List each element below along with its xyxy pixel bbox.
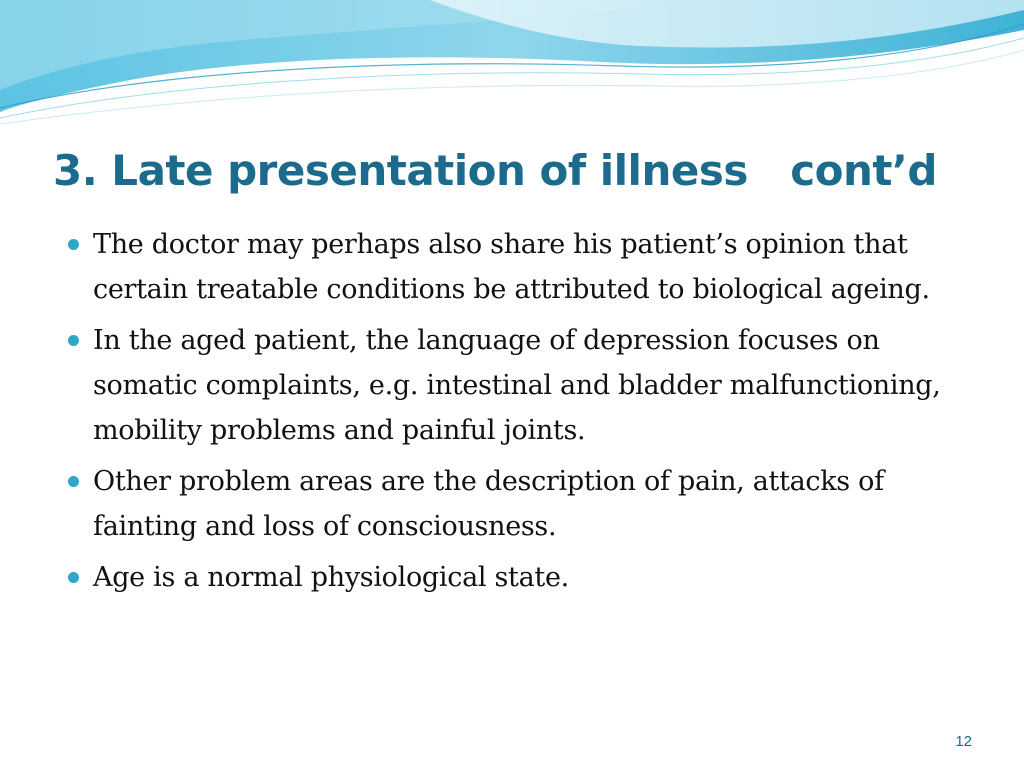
bullet-icon [68, 239, 79, 250]
bullet-text: Age is a normal physiological state. [93, 562, 569, 593]
list-item [66, 459, 971, 549]
list-item [66, 555, 971, 600]
bullet-text: The doctor may perhaps also share his patient’s opinion that certain treatable conditions be attributed to biological ageing. [93, 229, 930, 305]
bullet-list [66, 222, 971, 606]
bullet-icon [68, 335, 79, 346]
bullet-text: In the aged patient, the language of depression focuses on somatic complaints, e.g. intestinal and bladder malfunctioning, mobility problems and painful joints. [93, 325, 941, 446]
bullet-icon [68, 572, 79, 583]
list-item [66, 222, 971, 312]
header-wave-decoration [0, 0, 1024, 130]
slide-title: 3. Late presentation of illness cont’d [53, 146, 937, 195]
page-number: 12 [955, 733, 972, 750]
bullet-icon [68, 476, 79, 487]
bullet-text: Other problem areas are the description of pain, attacks of fainting and loss of consciousness. [93, 466, 884, 542]
list-item [66, 318, 971, 453]
